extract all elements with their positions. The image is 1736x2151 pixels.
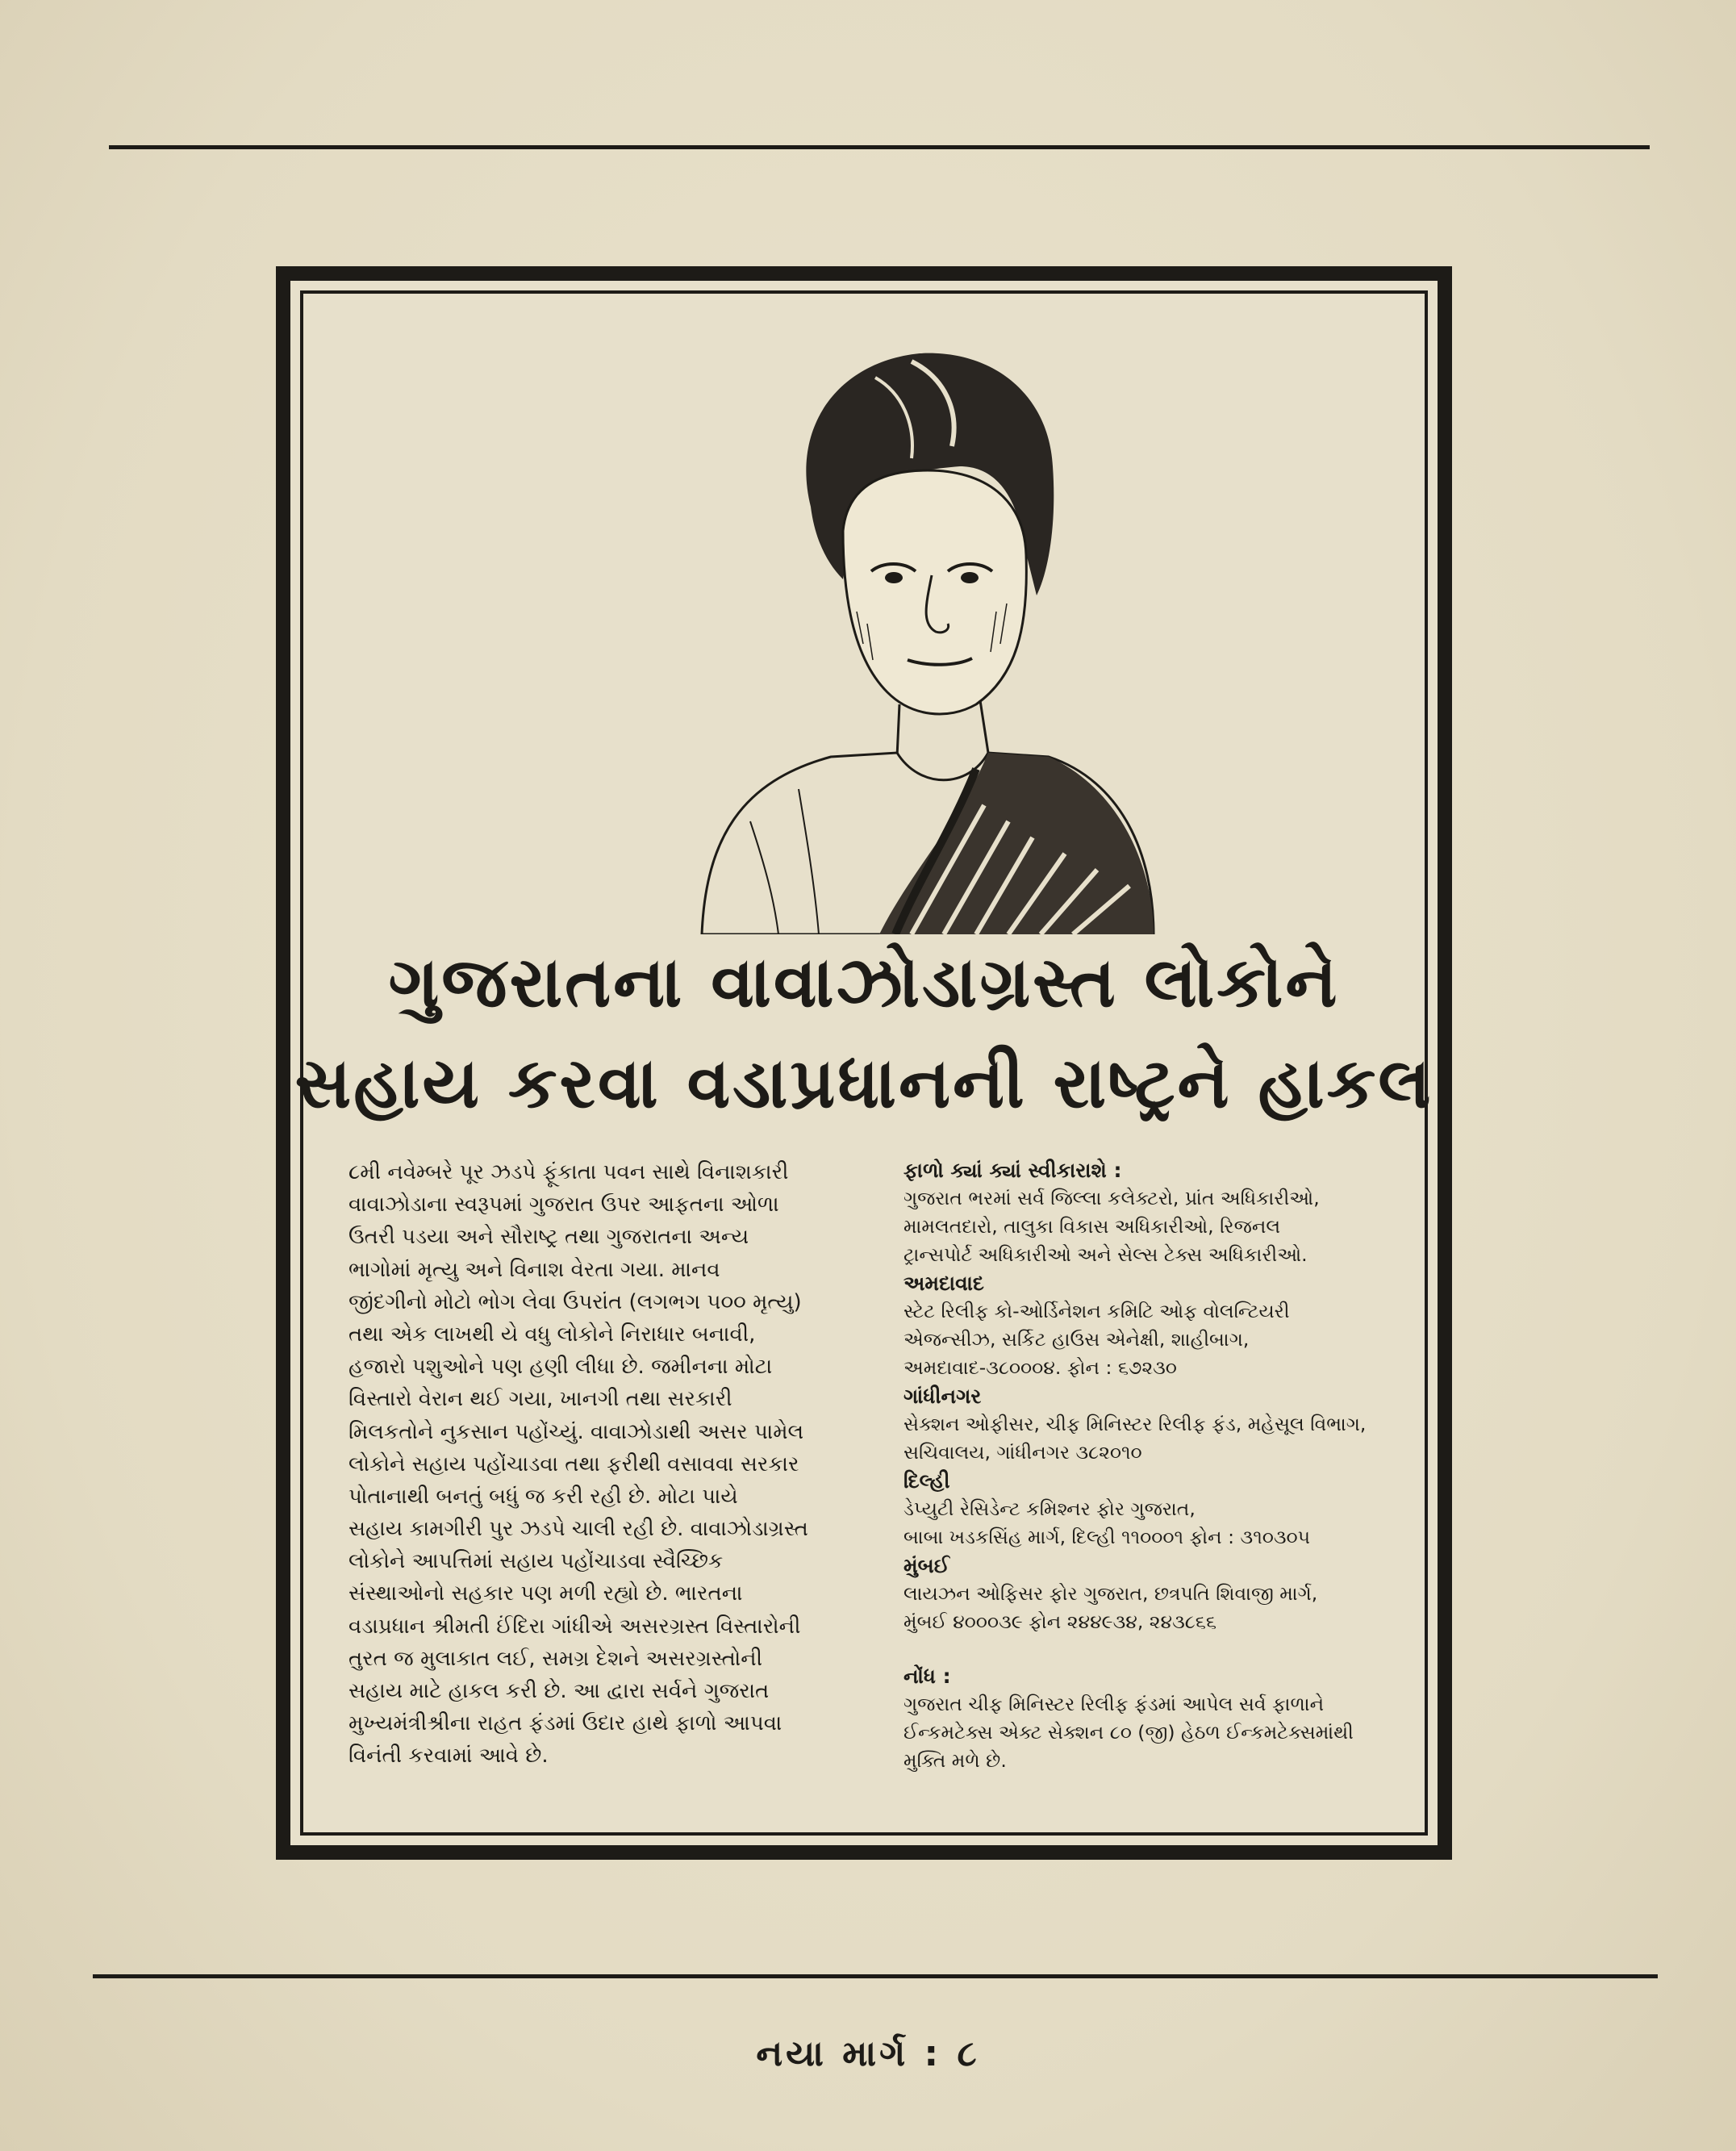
where-line: ટ્રાન્સપોર્ટ અધિકારીઓ અને સેલ્સ ટેક્સ અધિકારીઓ.	[903, 1243, 1308, 1266]
gandhinagar-line: સેક્શન ઓફીસર, ચીફ મિનિસ્ટર રિલીફ ફંડ, મહેસૂલ વિભાગ,	[903, 1413, 1367, 1435]
mumbai-line: મુંબઈ ૪૦૦૦૩૯ ફોન ૨૪૪૯૩૪, ૨૪૩૮૬૬	[903, 1610, 1217, 1633]
gandhinagar-line: સચિવાલય, ગાંધીનગર ૩૮૨૦૧૦	[903, 1441, 1142, 1464]
top-rule	[109, 145, 1650, 149]
ahmedabad-line: સ્ટેટ રિલીફ કો-ઓર્ડિનેશન કમિટિ ઓફ વોલન્ટિયરી	[903, 1300, 1290, 1322]
where-heading: ફાળો ક્યાં ક્યાં સ્વીકારાશે :	[903, 1159, 1122, 1182]
body-line: ઉતરી પડયા અને સૌરાષ્ટ્ર તથા ગુજરાતના અન્ય	[348, 1225, 749, 1250]
body-line: ભાગોમાં મૃત્યુ અને વિનાશ વેરતા ગયા. માનવ	[348, 1257, 720, 1282]
note-heading: નોંધ :	[903, 1664, 951, 1688]
bottom-rule	[93, 1974, 1658, 1978]
body-line: સહાય કામગીરી પુર ઝડપે ચાલી રહી છે. વાવાઝોડાગ્રસ્ત	[348, 1517, 808, 1542]
delhi-line: ડેપ્યુટી રેસિડેન્ટ કમિશ્નર ફોર ગુજરાત,	[903, 1497, 1196, 1520]
portrait-illustration	[670, 305, 1170, 934]
section-spacer	[903, 1636, 1436, 1662]
ahmedabad-heading: અમદાવાદ	[903, 1272, 984, 1295]
note-line: મુક્તિ મળે છે.	[903, 1749, 1007, 1772]
body-line: વિસ્તારો વેરાન થઈ ગયા, ખાનગી તથા સરકારી	[348, 1387, 732, 1412]
body-line: વિનંતી કરવામાં આવે છે.	[348, 1744, 549, 1769]
body-line: મિલકતોને નુકસાન પહોંચ્યું. વાવાઝોડાથી અસર પામેલ	[348, 1419, 804, 1444]
body-line: ૮મી નવેમ્બરે પૂર ઝડપે ફૂંકાતા પવન સાથે વિનાશકારી	[348, 1160, 789, 1184]
headline-line-1: ગુજરાતના વાવાઝોડાગ્રસ્ત લોકોને	[388, 942, 1340, 1023]
body-line: લોકોને સહાય પહોંચાડવા તથા ફરીથી વસાવવા સરકાર	[348, 1451, 799, 1476]
ahmedabad-line: એજન્સીઝ, સર્કિટ હાઉસ એનેક્ષી, શાહીબાગ,	[903, 1328, 1250, 1351]
body-line: જીંદગીનો મોટો ભોગ લેવા ઉપરાંત (લગભગ ૫૦૦ મૃત્યુ)	[348, 1289, 802, 1314]
advertisement-frame	[276, 266, 1452, 1860]
delhi-line: બાબા ખડકસિંહ માર્ગ, દિલ્હી ૧૧૦૦૦૧ ફોન : ૩૧૦૩૦૫	[903, 1526, 1311, 1548]
body-line: તુરત જ મુલાકાત લઈ, સમગ્ર દેશને અસરગ્રસ્તોની	[348, 1646, 763, 1671]
body-line: સંસ્થાઓનો સહકાર પણ મળી રહ્યો છે. ભારતના	[348, 1581, 743, 1606]
body-line: પોતાનાથી બનતું બધું જ કરી રહી છે. મોટા પાયે	[348, 1484, 738, 1509]
headline-line-2: સહાય કરવા વડાપ્રધાનની રાષ્ટ્રને હાકલ	[294, 1043, 1433, 1124]
note-line: ગુજરાત ચીફ મિનિસ્ટર રિલીફ ફંડમાં આપેલ સર્વ ફાળાને	[903, 1693, 1325, 1715]
gandhinagar-heading: ગાંધીનગર	[903, 1385, 982, 1408]
delhi-heading: દિલ્હી	[903, 1469, 950, 1493]
body-line: લોકોને આપત્તિમાં સહાય પહોંચાડવા સ્વૈચ્છિક	[348, 1549, 724, 1574]
body-line: મુખ્યમંત્રીશ્રીના રાહત ફંડમાં ઉદાર હાથે ફાળો આપવા	[348, 1711, 782, 1736]
body-line: સહાય માટે હાકલ કરી છે. આ દ્વારા સર્વને ગુજરાત	[348, 1679, 770, 1703]
note-line: ઈન્કમટેક્સ એક્ટ સેક્શન ૮૦ (જી) હેઠળ ઈન્કમટેક્સમાંથી	[903, 1721, 1354, 1744]
body-line: વડાપ્રધાન શ્રીમતી ઈંદિરા ગાંધીએ અસરગ્રસ્ત વિસ્તારોની	[348, 1614, 801, 1639]
where-line: મામલતદારો, તાલુકા વિકાસ અધિકારીઓ, રિજનલ	[903, 1215, 1281, 1238]
body-line: તથા એક લાખથી યે વધુ લોકોને નિરાધાર બનાવી,	[348, 1322, 756, 1347]
body-line: વાવાઝોડાના સ્વરૂપમાં ગુજરાત ઉપર આફતના ઓળા	[348, 1192, 779, 1218]
donation-centres	[903, 1156, 1436, 1775]
where-line: ગુજરાત ભરમાં સર્વ જિલ્લા કલેક્ટરો, પ્રાંત અધિકારીઓ,	[903, 1187, 1320, 1209]
ahmedabad-line: અમદાવાદ-૩૮૦૦૦૪. ફોન : ૬૭૨૩૦	[903, 1356, 1177, 1379]
page-footer: નયા માર્ગ : ૮	[756, 2033, 980, 2074]
mumbai-heading: મુંબઈ	[903, 1554, 950, 1577]
appeal-body-text	[348, 1156, 913, 1773]
body-line: હજારો પશુઓને પણ હણી લીધા છે. જમીનના મોટા	[348, 1355, 773, 1380]
mumbai-line: લાયઝન ઓફિસર ફોર ગુજરાત, છત્રપતિ શિવાજી માર્ગ,	[903, 1582, 1318, 1605]
